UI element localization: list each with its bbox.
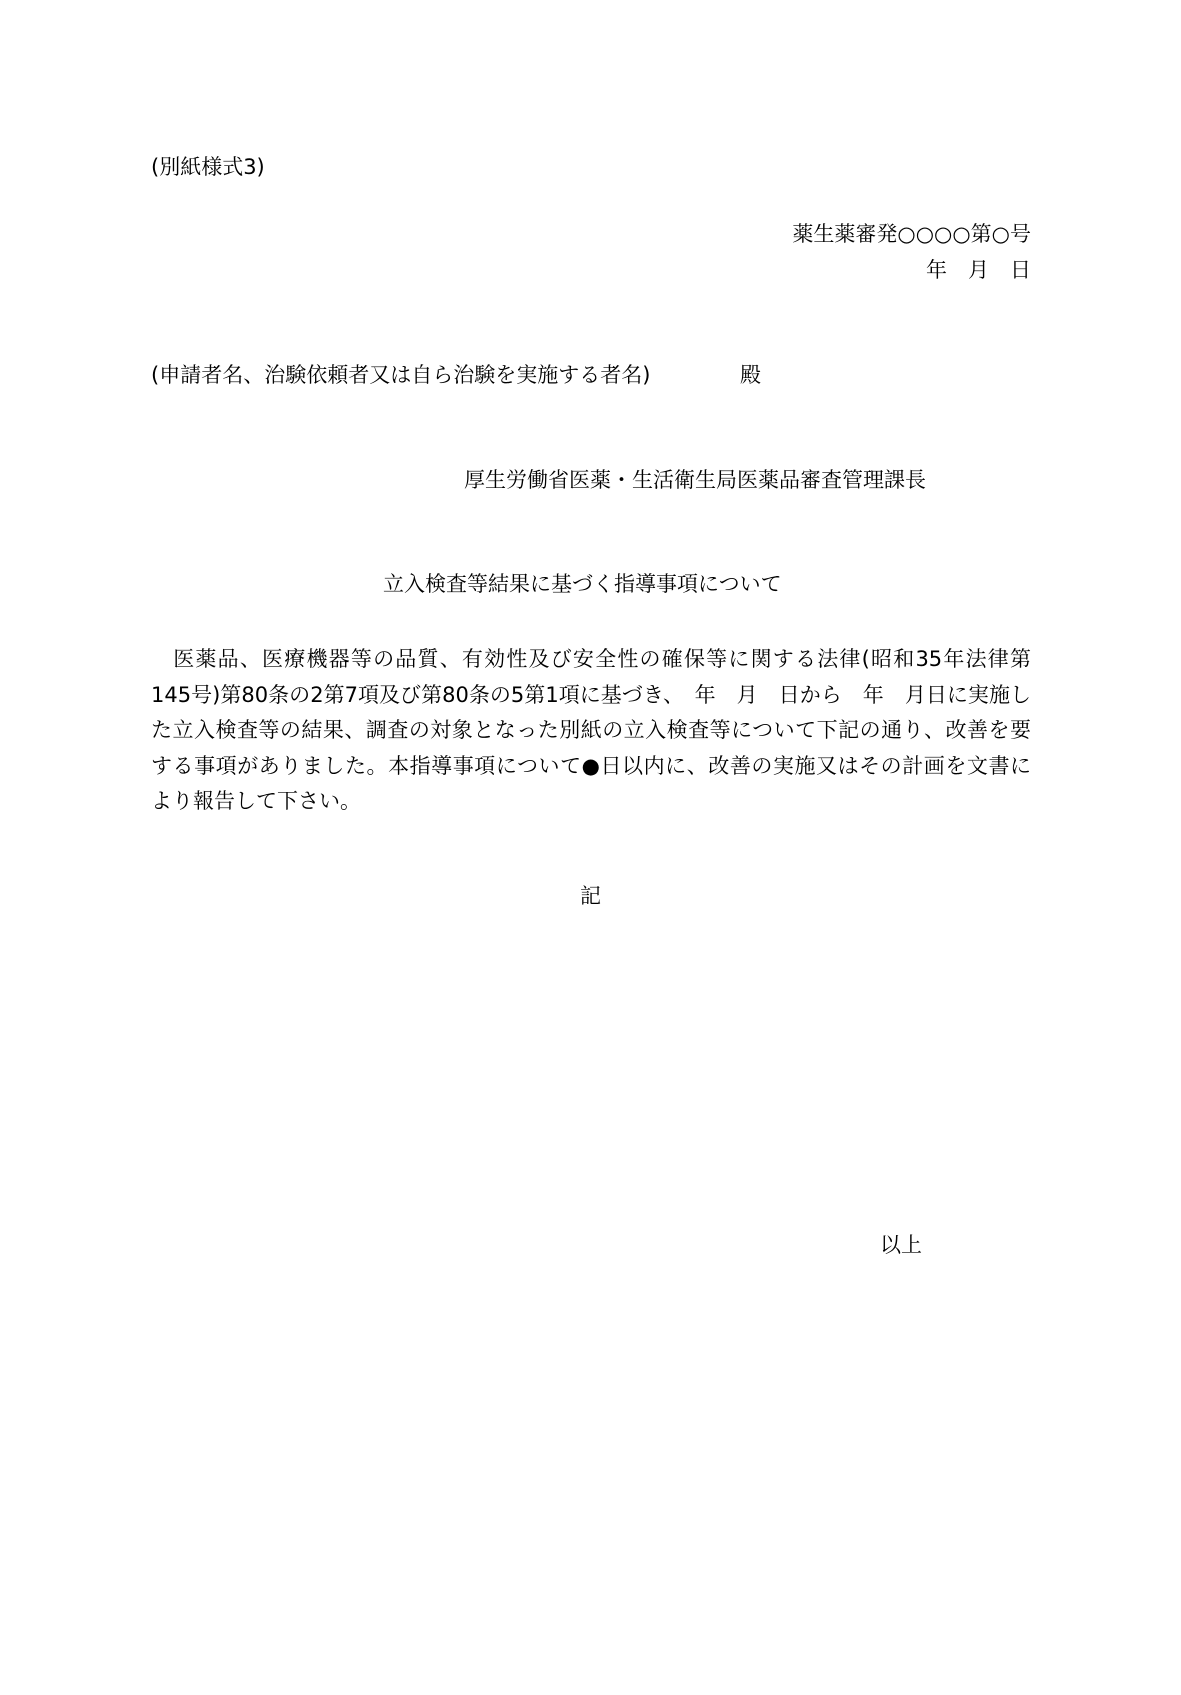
body-line: より報告して下さい。 xyxy=(151,789,361,813)
closing: 以上 xyxy=(880,1233,922,1257)
document-title: 立入検査等結果に基づく指導事項について xyxy=(383,572,782,596)
body-line: た立入検査等の結果、調査の対象となった別紙の立入検査等について下記の通り、改善を要 xyxy=(151,718,1031,742)
reference-number: 薬生薬審発○○○○第○号 xyxy=(792,222,1031,246)
ki-marker: 記 xyxy=(580,884,601,908)
sender: 厚生労働省医薬・生活衛生局医薬品審査管理課長 xyxy=(464,468,926,492)
addressee: (申請者名、治験依頼者又は自ら治験を実施する者名) xyxy=(151,363,651,387)
body-line: する事項がありました。本指導事項について●日以内に、改善の実施又はその計画を文書に xyxy=(151,753,1031,778)
honorific: 殿 xyxy=(740,363,761,387)
body-line: 145号)第80条の2第7項及び第80条の5第1項に基づき、 年 月 日から 年 月日に実施し xyxy=(151,682,1031,707)
body-paragraph xyxy=(151,642,1031,820)
form-label: (別紙様式3) xyxy=(151,155,265,179)
issue-date: 年 月 日 xyxy=(926,258,1031,282)
body-line: 医薬品、医療機器等の品質、有効性及び安全性の確保等に関する法律(昭和35年法律第 xyxy=(151,647,1031,671)
